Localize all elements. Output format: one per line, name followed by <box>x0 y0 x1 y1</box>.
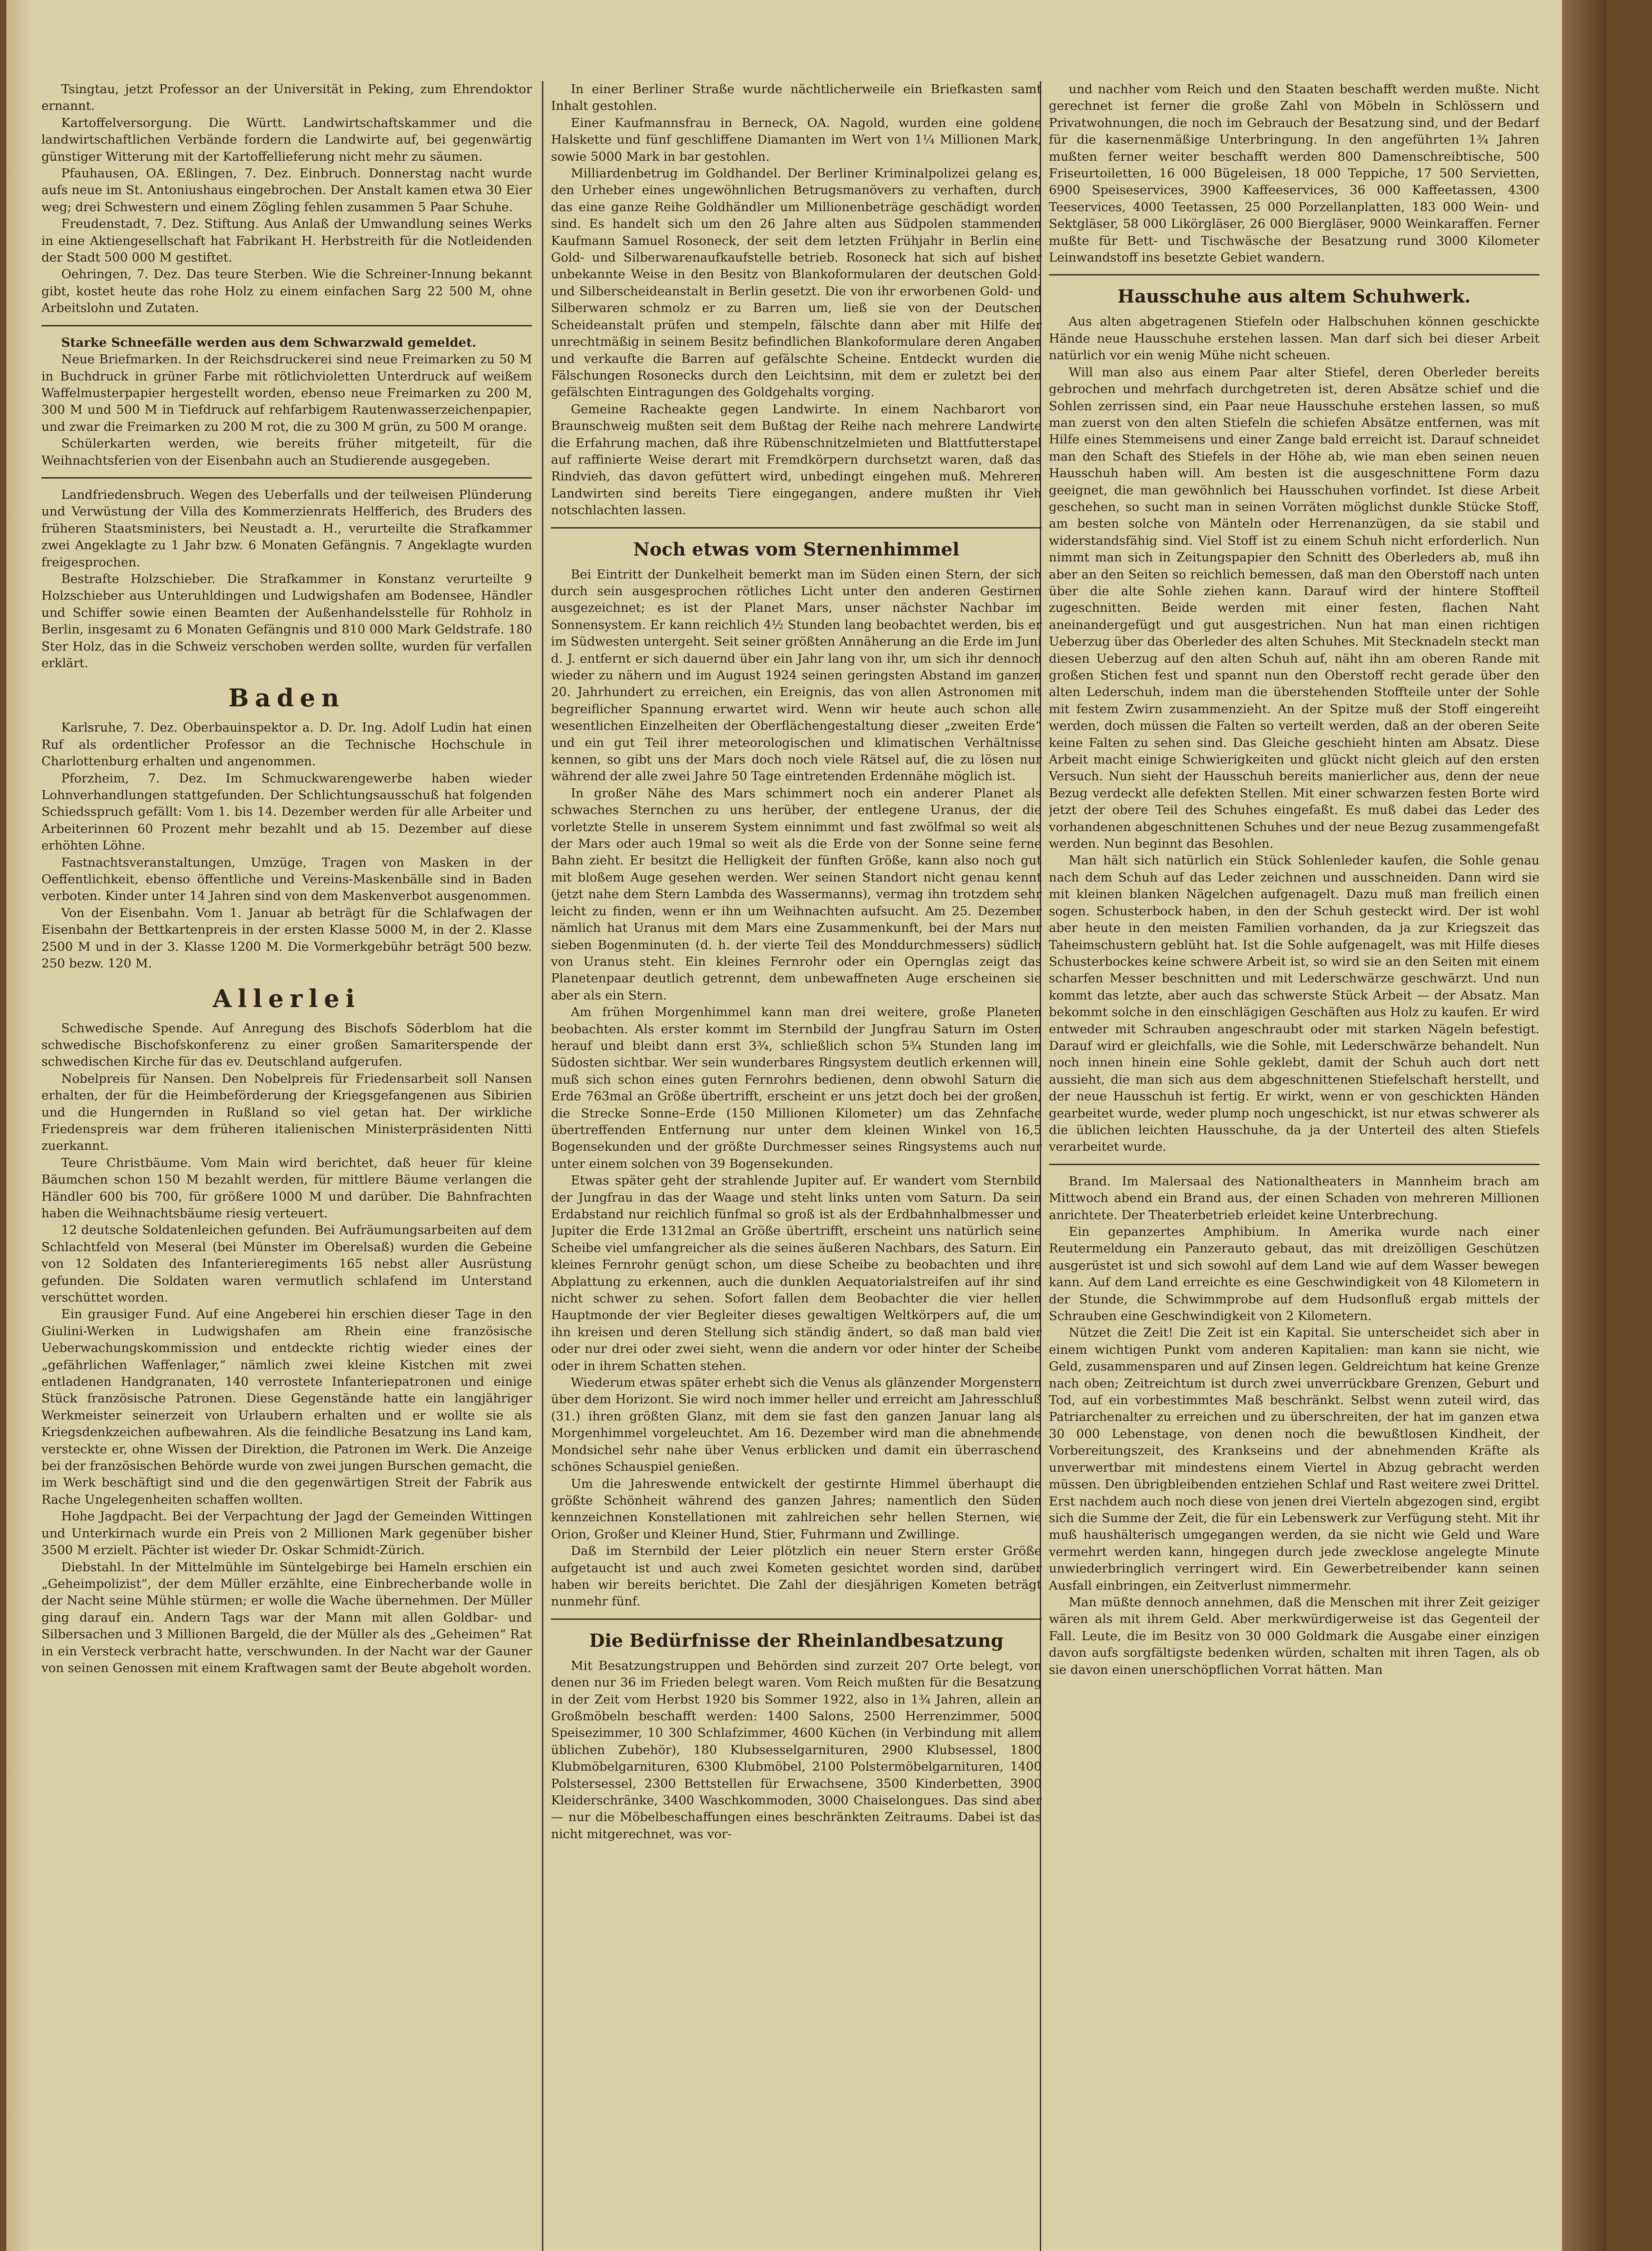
article-paragraph: 12 deutsche Soldatenleichen gefunden. Bei Aufräumungsarbeiten auf dem Schlachtfeld von Meseral (bei Münster im Oberelsaß) wurden die Gebeine von 12 Soldaten des Infanterieregiments 165 nebst aller Ausrüstung gefunden. Die Soldaten waren vermutlich schlafend im Unterstand verschüttet worden. <box>41 1223 532 1305</box>
article-paragraph: Will man also aus einem Paar alter Stiefel, deren Oberleder bereits gebrochen und mehrfach durchgetreten ist, deren Absätze schief und die Sohlen zerrissen sind, ein Paar neue Hausschuhe erstehen lassen, so muß man zuerst von den alten Stiefeln die schiefen Absätze entfernen, was mit Hilfe eines Stemmeisens und einer Zange bald erreicht ist. Darauf schneidet man den Schaft des Stiefels in der Höhe ab, wie man eben seinen neuen Hausschuh haben will. Am besten ist die ausgeschnittene Form dazu geeignet, die man gewöhnlich bei Hausschuhen vorfindet. Ist diese Arbeit geschehen, so sucht man in seinen Vorräten möglichst dunkle Stücke Stoff, am besten solche von Mänteln oder Herrenanzügen, da sie stabil und widerstandsfähig sind. Viel Stoff ist zu einem Schuh nicht erforderlich. Nun nimmt man sich in Zeitungspapier den Schnitt des Oberleders ab, muß ihn aber an den Seiten so reichlich bemessen, daß man den Oberstoff nach unten über die alte Sohle ziehen kann. Darauf wird der hintere Stoffteil zugeschnitten. Beide werden mit einer festen, flachen Naht aneinandergefügt und gut ausgestrichen. Nun hat man einen richtigen Ueberzug über das Oberleder des alten Schuhes. Mit Stecknadeln steckt man diesen Ueberzug auf den alten Schuh auf, näht ihn am oberen Rande mit großen Stichen fest und spannt nun den Oberstoff recht gerade über den alten Lederschuh, indem man die überstehenden Stoffteile unter der Sohle mit festem Zwirn zusammenzieht. An der Spitze muß der Stoff eingereiht werden, doch müssen die Falten so verteilt werden, daß an der oberen Seite keine Falten zu sehen sind. Das Gleiche geschieht hinten am Absatz. Diese Arbeit macht einige Schwierigkeiten und glückt nicht gleich auf den ersten Versuch. Nun sieht der Hausschuh bereits manierlicher aus, denn der neue Bezug verdeckt alle defekten Stellen. Mit einer schwarzen festen Borte wird jetzt der obere Teil des Schuhes eingefaßt. Es muß dabei das Leder des vorhandenen abgeschnittenen Schuhes und der neue Bezug zusammengefaßt werden. Nun beginnt das Besohlen. <box>1049 365 1539 851</box>
article-paragraph: In großer Nähe des Mars schimmert noch ein anderer Planet als schwaches Sternchen zu uns herüber, der entlegene Uranus, der die vorletzte Stelle in unserem System einnimmt und fast zwölfmal so weit als der Mars oder auch 19mal so weit als die Erde von der Sonne seine ferne Bahn zieht. Er besitzt die Helligkeit der fünften Größe, kann also noch gut mit bloßem Auge gesehen werden. Wer seinen Standort nicht genau kennt (jetzt nahe dem Stern Lambda des Wassermanns), vermag ihn trotzdem sehr leicht zu finden, wenn er ihn um Weihnachten aufsucht. Am 25. Dezember nämlich hat Uranus mit dem Mars eine Zusammenkunft, bei der Mars nur sieben Bogenminuten (d. h. der vierte Teil des Monddurchmessers) südlich von Uranus steht. Ein kleines Fernrohr oder ein Opernglas zeigt das Planetenpaar deutlich getrennt, dem unbewaffneten Auge erscheinen sie aber als ein Stern. <box>551 786 1042 1003</box>
article-paragraph: Pforzheim, 7. Dez. Im Schmuckwarengewerbe haben wieder Lohnverhandlungen stattgefunden. Der Schlichtungsausschuß hat folgenden Schiedsspruch gefällt: Vom 1. bis 14. Dezember werden für alle Arbeiter und Arbeiterinnen 60 Prozent mehr bezahlt und ab 15. Dezember auf diese erhöhten Löhne. <box>41 771 532 853</box>
article-paragraph: Diebstahl. In der Mittelmühle im Süntelgebirge bei Hameln erschien ein „Geheimpolizist“, der dem Müller erzählte, eine Einbrecherbande wolle in der Nacht seine Mühle stürmen; er wolle die Wache übernehmen. Der Müller ging darauf ein. Andern Tags war der Mann mit allen Goldbar- und Silbersachen und 3 Millionen Bargeld, die der Müller als des „Geheimen“ Rat in ein Versteck verbracht hatte, verschwunden. In der Nacht war der Gauner von seinen Genossen mit einem Kraftwagen samt der Beute abgeholt worden. <box>41 1559 532 1675</box>
column-2 <box>551 81 1042 2251</box>
article-paragraph: Nobelpreis für Nansen. Den Nobelpreis für Friedensarbeit soll Nansen erhalten, der für die Heimbeförderung der Kriegsgefangenen aus Sibirien und die Hungernden in Rußland so viel getan hat. Der wirkliche Friedenspreis war dem früheren italienischen Ministerpräsidenten Nitti zuerkannt. <box>41 1071 532 1153</box>
article-paragraph: Bei Eintritt der Dunkelheit bemerkt man im Süden einen Stern, der sich durch sein ausgesprochen rötliches Licht unter den anderen Gestirnen ausgezeichnet; es ist der Planet Mars, unser nächster Nachbar im Sonnensystem. Er kann reichlich 4½ Stunden lang beobachtet werden, bis er im Südwesten untergeht. Seit seiner größten Annäherung an die Erde im Juni d. J. entfernt er sich dauernd über ein Jahr lang von ihr, um sich ihr dennoch wieder zu nähern und im August 1924 seinen geringsten Abstand im ganzen 20. Jahrhundert zu erreichen, ein Ereignis, das von allen Astronomen mit begreiflicher Spannung erwartet wird. Wenn wir heute auch schon alle wesentlichen Einzelheiten der Oberflächengestaltung dieser „zweiten Erde“ und ein gut Teil ihrer meteorologischen und klimatischen Verhältnisse kennen, so gibt uns der Mars doch noch viele Rätsel auf, die zu lösen nur während der alle zwei Jahre 50 Tage eintretenden Erdennähe möglich ist. <box>551 567 1042 784</box>
section-heading-allerlei: Allerlei <box>212 984 361 1013</box>
article-paragraph: Freudenstadt, 7. Dez. Stiftung. Aus Anlaß der Umwandlung seines Werks in eine Aktiengesellschaft hat Fabrikant H. Herbstreith für die Notleidenden der Stadt 500 000 M gestiftet. <box>41 217 532 265</box>
article-paragraph: Aus alten abgetragenen Stiefeln oder Halbschuhen können geschickte Hände neue Hausschuhe erstehen lassen. Man darf sich bei dieser Arbeit natürlich vor ein wenig Mühe nicht scheuen. <box>1049 314 1539 363</box>
article-paragraph: Tsingtau, jetzt Professor an der Universität in Peking, zum Ehrendoktor ernannt. <box>41 82 532 113</box>
divider <box>41 477 532 479</box>
section-heading-baden: Baden <box>228 683 345 713</box>
article-paragraph: Neue Briefmarken. In der Reichsdruckerei sind neue Freimarken zu 50 M in Buchdruck in grüner Farbe mit rötlichvioletten Unterdruck auf weißem Waffelmusterpapier hergestellt worden, ebenso neue Freimarken zu 200 M, 300 M und 500 M in Tiefdruck auf rehfarbigem Rautenwasserzeichenpapier, und zwar die Freimarken zu 200 M rot, die zu 300 M grün, zu 500 M orange. <box>41 352 532 434</box>
article-paragraph: In einer Berliner Straße wurde nächtlicherweile ein Briefkasten samt Inhalt gestohlen. <box>551 82 1042 113</box>
article-paragraph: Teure Christbäume. Vom Main wird berichtet, daß heuer für kleine Bäumchen schon 150 M bezahlt werden, für mittlere Bäume verlangen die Händler 600 bis 700, für größere 1000 M und darüber. Die Bahnfrachten haben die Weihnachtsbäume riesig verteuert. <box>41 1155 532 1220</box>
divider <box>41 325 532 326</box>
article-paragraph: Nützet die Zeit! Die Zeit ist ein Kapital. Sie unterscheidet sich aber in einem wichtigen Punkt vom anderen Kapitalien: man kann sie nicht, wie Geld, zusammensparen und auf Zinsen legen. Geldreichtum hat keine Grenze nach oben; Zeitreichtum ist durch zwei unverrückbare Grenzen, Geburt und Tod, auf ein vorbestimmtes Maß beschränkt. Selbst wenn zuteil wird, das Patriarchenalter zu erreichen und zu überschreiten, der hat im ganzen etwa 30 000 Lebenstage, von denen noch die bewußtlosen Kindheit, der Vorbereitungszeit, des Krankseins und der abnehmenden Kräfte als unverwertbar mit mindestens einem Viertel in Abzug gebracht werden müssen. Den übrigbleibenden entziehen Schlaf und Rast weitere zwei Drittel. Erst nachdem auch noch diese von jenen drei Vierteln abgezogen sind, ergibt sich die Summe der Zeit, die für ein Lebenswerk zur Verfügung steht. Mit ihr muß haushälterisch umgegangen werden, da sie nicht wie Geld und Ware vermehrt werden kann, hingegen durch jede zwecklose angelegte Minute unwiederbringlich verringert wird. Ein Gewerbetreibender kann seinen Ausfall einbringen, ein Zeitverlust nimmermehr. <box>1049 1325 1539 1593</box>
column-1 <box>41 81 532 2251</box>
article-paragraph: Fastnachtsveranstaltungen, Umzüge, Tragen von Masken in der Oeffentlichkeit, ebenso öffentliche und Vereins-Maskenbälle sind in Baden verboten. Kinder unter 14 Jahren sind von dem Maskenverbot ausgenommen. <box>41 855 532 904</box>
article-paragraph: Ein gepanzertes Amphibium. In Amerika wurde nach einer Reutermeldung ein Panzerauto gebaut, das mit dreizölligen Geschützen ausgerüstet ist und sich sowohl auf dem Land wie auf dem Wasser bewegen kann. Auf dem Land erreichte es eine Geschwindigkeit von 48 Kilometern in der Stunde, die Schwimmprobe auf dem Hudsonfluß ergab mittels der Schrauben eine Geschwindigkeit von 2 Kilometern. <box>1049 1225 1539 1324</box>
article-paragraph: Mit Besatzungstruppen und Behörden sind zurzeit 207 Orte belegt, von denen nur 36 im Frieden belegt waren. Vom Reich mußten für die Besatzung in der Zeit vom Herbst 1920 bis Sommer 1922, also in 1¾ Jahren, allein an Großmöbeln beschafft werden: 1400 Salons, 2500 Herrenzimmer, 5000 Speisezimmer, 10 300 Schlafzimmer, 4600 Küchen (in Verbindung mit allem üblichen Zubehör), 180 Klubsesselgarnituren, 2900 Klubsessel, 1800 Klubmöbelgarnituren, 6300 Klubmöbel, 2100 Polstermöbelgarnituren, 1400 Polstersessel, 2300 Bettstellen für Erwachsene, 3500 Kinderbetten, 3900 Kleiderschränke, 3400 Waschkommoden, 3000 Chaiselongues. Das sind aber — nur die Möbelbeschaffungen eines beschränkten Zeitraums. Dabei ist das nicht mitgerechnet, was vor- <box>551 1658 1042 1841</box>
article-paragraph: Wiederum etwas später erhebt sich die Venus als glänzender Morgenstern über dem Horizont. Sie wird noch immer heller und erreicht am Jahresschluß (31.) ihren größten Glanz, mit dem sie fast den ganzen Januar lang als Morgenhimmel vorgeleuchtet. Am 16. Dezember wird man die abnehmende Mondsichel sehr nahe über Venus erblicken und damit ein überraschend schönes Schauspiel genießen. <box>551 1375 1042 1474</box>
article-paragraph: Hohe Jagdpacht. Bei der Verpachtung der Jagd der Gemeinden Wittingen und Unterkirnach wurde ein Preis von 2 Millionen Mark gegenüber bisher 3500 M erzielt. Pächter ist wieder Dr. Oskar Schmidt-Zürich. <box>41 1509 532 1558</box>
article-paragraph: Milliardenbetrug im Goldhandel. Der Berliner Kriminalpolizei gelang es, den Urheber eines ungewöhnlichen Betrugsmanövers zu verhaften, durch das eine ganze Reihe Goldhändler um Millionenbeträge geschädigt worden sind. Es handelt sich um den 26 Jahre alten aus Südpolen stammenden Kaufmann Samuel Rosoneck, der seit dem letzten Frühjahr in Berlin eine Gold- und Silberwarenaufkaufstelle betrieb. Rosoneck hat sich auf bisher unbekannte Weise in den Besitz von Blankoformularen der deutschen Gold- und Silberscheideanstalt in Berlin gesetzt. Die von ihr erworbenen Gold- und Silberwaren schmolz er zu Barren um, ließ sie von der Deutschen Scheideanstalt prüfen und stempeln, fälschte dann aber mit Hilfe der unrechtmäßig in seinem Besitz befindlichen Blankoformulare deren Angaben und verkaufte die Barren auf gefälschte Scheine. Entdeckt wurden die Fälschungen Rosonecks durch den Leichtsinn, mit dem er zuletzt bei den gefälschten Eintragungen des Goldgehalts vorging. <box>551 166 1042 400</box>
article-paragraph: Um die Jahreswende entwickelt der gestirnte Himmel überhaupt die größte Schönheit während des ganzen Jahres; namentlich den Süden kennzeichnen Konstellationen mit zahlreichen sehr hellen Sternen, wie Orion, Großer und Kleiner Hund, Stier, Fuhrmann und Zwillinge. <box>551 1476 1042 1541</box>
headline-hausschuhe: Hausschuhe aus altem Schuhwerk. <box>1117 286 1471 307</box>
article-paragraph: Gemeine Racheakte gegen Landwirte. In einem Nachbarort von Braunschweig mußten seit dem Bußtag der Reihe nach mehrere Landwirte die Erfahrung machen, daß ihre Rübenschnitzelmieten und Blattfutterstapel auf raffinierte Weise derart mit Fremdkörpern durchsetzt waren, daß das Rindvieh, das davon gefüttert wird, unbedingt eingehen muß. Mehreren Landwirten sind bereits Tiere eingegangen, andere mußten ihr Vieh notschlachten lassen. <box>551 402 1042 518</box>
article-paragraph: Starke Schneefälle werden aus dem Schwarzwald gemeldet. <box>61 335 477 350</box>
article-paragraph: Brand. Im Malersaal des Nationaltheaters in Mannheim brach am Mittwoch abend ein Brand aus, der einen Schaden von mehreren Millionen anrichtete. Der Theaterbetrieb erleidet keine Unterbrechung. <box>1049 1174 1539 1222</box>
article-paragraph: Pfauhausen, OA. Eßlingen, 7. Dez. Einbruch. Donnerstag nacht wurde aufs neue im St. Antoniushaus eingebrochen. Der Anstalt kamen etwa 30 Eier weg; drei Schwestern und einem Zögling fehlen zusammen 5 Paar Schuhe. <box>41 166 532 214</box>
article-paragraph: Etwas später geht der strahlende Jupiter auf. Er wandert vom Sternbild der Jungfrau in das der Waage und steht links unten vom Saturn. Da sein Erdabstand nur reichlich fünfmal so groß ist als der Erdbahnhalbmesser und Jupiter die Erde 1312mal an Größe übertrifft, erscheint uns natürlich seine Scheibe viel umfangreicher als die seines äußeren Nachbars, des Saturn. Ein kleines Fernrohr genügt schon, um diese Scheibe zu beobachten und ihre Abplattung zu erkennen, auch die dunklen Aequatorialstreifen auf ihr sind nicht schwer zu sehen. Sofort fallen dem Beobachter die vier hellen Hauptmonde der vier Begleiter dieses gewaltigen Weltkörpers auf, die um ihn kreisen und deren Stellung sich ständig ändert, so daß man bald vier oder nur drei oder zwei sieht, wenn die andern vor oder hinter der Scheibe oder in ihrem Schatten stehen. <box>551 1173 1042 1373</box>
article-paragraph: Einer Kaufmannsfrau in Berneck, OA. Nagold, wurden eine goldene Halskette und fünf geschliffene Diamanten im Wert von 1¼ Millionen Mark, sowie 5000 Mark in bar gestohlen. <box>551 115 1042 164</box>
article-paragraph: Man hält sich natürlich ein Stück Sohlenleder kaufen, die Sohle genau nach dem Schuh auf das Leder zeichnen und ausschneiden. Dann wird sie mit kleinen blanken Nägelchen aufgenagelt. Dazu muß man freilich einen sogen. Schusterbock haben, in den der Schuh gesteckt wird. Der ist wohl aber heute in den meisten Familien vorhanden, da ja zur Kriegszeit das Taheimschustern geblüht hat. Ist die Sohle aufgenagelt, was mit Hilfe dieses Schusterbockes keine schwere Arbeit ist, so wird sie an den Seiten mit einem scharfen Messer beschnitten und mit Lederschwärze geschwärzt. Und nun kommt das letzte, aber auch das schwerste Stück Arbeit — der Absatz. Man bekommt solche in den einschlägigen Geschäften aus Holz zu kaufen. Er wird entweder mit Schrauben angeschraubt oder mit starken Nägeln befestigt. Darauf wird er gleichfalls, wie die Sohle, mit Lederschwärze behandelt. Nun noch innen hinein eine Sohle geklebt, damit der Schuh auch dort nett aussieht, die man sich aus dem abgeschnittenen Stiefelschaft herstellt, und der neue Hausschuh ist fertig. Er wirkt, wenn er von geschickten Händen gearbeitet wurde, weder plump noch ungeschickt, ist nur etwas schwerer als die üblichen leichten Hausschuhe, da ja der Unterteil des alten Stiefels verarbeitet wurde. <box>1049 853 1539 1154</box>
divider <box>1049 274 1539 276</box>
article-paragraph: Daß im Sternbild der Leier plötzlich ein neuer Stern erster Größe aufgetaucht ist und auch zwei Kometen gesichtet worden sind, darüber haben wir bereits berichtet. Die Zahl der diesjährigen Kometen beträgt nunmehr fünf. <box>551 1544 1042 1609</box>
headline-rheinlandbesatzung: Die Bedürfnisse der Rheinlandbesatzung <box>589 1630 1004 1651</box>
article-paragraph: Von der Eisenbahn. Vom 1. Januar ab beträgt für die Schlafwagen der Eisenbahn der Bettkartenpreis in der ersten Klasse 5000 M, in der 2. Klasse 2500 M und in der 3. Klasse 1200 M. Die Vormerkgebühr beträgt 500 bezw. 250 bezw. 120 M. <box>41 905 532 971</box>
article-paragraph: Schwedische Spende. Auf Anregung des Bischofs Söderblom hat die schwedische Bischofskonferenz zu einer großen Samariterspende der schwedischen Kirche für das ev. Deutschland aufgerufen. <box>41 1021 532 1069</box>
article-paragraph: Schülerkarten werden, wie bereits früher mitgeteilt, für die Weihnachtsferien von der Eisenbahn auch an Studierende ausgegeben. <box>41 436 532 468</box>
headline-sternenhimmel: Noch etwas vom Sternenhimmel <box>633 538 960 560</box>
divider <box>551 1618 1042 1620</box>
divider <box>551 527 1042 529</box>
column-rule <box>542 81 543 2251</box>
article-paragraph: Man müßte dennoch annehmen, daß die Menschen mit ihrer Zeit geiziger wären als mit ihrem Geld. Aber merkwürdigerweise ist das Gegenteil der Fall. Leute, die im Besitz von 30 000 Goldmark die Ausgabe einer einzigen davon aufs sorgfältigste bedenken würden, schalten mit ihren Tagen, als ob sie davon einen unerschöpflichen Vorrat hätten. Man <box>1049 1595 1539 1677</box>
article-paragraph: und nachher vom Reich und den Staaten beschafft werden mußte. Nicht gerechnet ist ferner die große Zahl von Möbeln in Schlössern und Privatwohnungen, die noch im Gebrauch der Besatzung sind, und der Bedarf für die kasernenmäßige Unterbringung. In den angeführten 1¾ Jahren mußten ferner weiter beschafft werden 800 Damenschreibtische, 500 Friseurtoiletten, 16 000 Bügeleisen, 18 000 Teppiche, 17 500 Servietten, 6900 Speiseservices, 3900 Kaffeeservices, 36 000 Kaffeetassen, 4300 Teeservices, 4000 Teetassen, 25 000 Porzellanplatten, 183 000 Wein- und Sektgläser, 58 000 Likörgläser, 26 000 Biergläser, 9000 Weinkaraffen. Ferner mußte für Bett- und Tischwäsche der Besatzung rund 3000 Kilometer Leinwandstoff ins besetzte Gebiet wandern. <box>1049 82 1539 265</box>
article-paragraph: Karlsruhe, 7. Dez. Oberbauinspektor a. D. Dr. Ing. Adolf Ludin hat einen Ruf als ordentlicher Professor an die Technische Hochschule in Charlottenburg erhalten und angenommen. <box>41 720 532 769</box>
column-3 <box>1049 81 1539 2251</box>
page-binding <box>1562 0 1607 2251</box>
article-paragraph: Landfriedensbruch. Wegen des Ueberfalls und der teilweisen Plünderung und Verwüstung der Villa des Kommerzienrats Helfferich, des Bruders des früheren Staatsministers, bei Neustadt a. H., verurteilte die Strafkammer zwei Angeklagte zu 1 Jahr bzw. 6 Monaten Gefängnis. 7 Angeklagte wurden freigesprochen. <box>41 487 532 570</box>
newspaper-page <box>6 0 1607 2251</box>
article-paragraph: Ein grausiger Fund. Auf eine Angeberei hin erschien dieser Tage in den Giulini-Werken in Ludwigshafen am Rhein eine französische Ueberwachungskommission und entdeckte richtig wieder eines der „gefährlichen Waffenlager,“ nämlich zwei kleine Kistchen mit zwei entladenen Handgranaten, 140 verrostete Infanteriepatronen und einige Stück französische Patronen. Diese Gegenstände hatte ein langjähriger Werkmeister seinerzeit von Urlaubern erhalten und er wollte sie als Kriegsdenkzeichen aufbewahren. Als die feindliche Besatzung ins Land kam, versteckte er, ohne Wissen der Direktion, die Patronen im Werk. Die Anzeige bei der französischen Behörde wurde von zwei jungen Burschen gemacht, die im Werk beschäftigt sind und die den gegenwärtigen Streit der Fabrik aus Rache Ungelegenheiten schaffen wollten. <box>41 1307 532 1507</box>
divider <box>1049 1164 1539 1165</box>
article-paragraph: Bestrafte Holzschieber. Die Strafkammer in Konstanz verurteilte 9 Holzschieber aus Unteruhldingen und Ludwigshafen am Bodensee, Händler und Schiffer sowie einen Beamten der Außenhandelsstelle für Rohholz in Berlin, insgesamt zu 6 Monaten Gefängnis und 810 000 Mark Geldstrafe. 180 Ster Holz, das in die Schweiz verschoben werden sollte, wurden für verfallen erklärt. <box>41 571 532 670</box>
article-paragraph: Kartoffelversorgung. Die Württ. Landwirtschaftskammer und die landwirtschaftlichen Verbände fordern die Landwirte auf, bei gegenwärtig günstiger Witterung mit der Kartoffellieferung nicht mehr zu säumen. <box>41 115 532 164</box>
article-paragraph: Oehringen, 7. Dez. Das teure Sterben. Wie die Schreiner-Innung bekannt gibt, kostet heute das rohe Holz zu einem einfachen Sarg 22 500 M, ohne Arbeitslohn und Zutaten. <box>41 267 532 316</box>
article-paragraph: Am frühen Morgenhimmel kann man drei weitere, große Planeten beobachten. Als erster kommt im Sternbild der Jungfrau Saturn im Osten herauf und bleibt dann erst 3¾, schließlich schon 5¾ Stunden lang im Südosten sichtbar. Wer sein wunderbares Ringsystem deutlich erkennen will, muß sich schon eines guten Fernrohrs bedienen, denn obwohl Saturn die Erde 763mal an Größe übertrifft, erscheint er uns jetzt doch bei der großen, die Strecke Sonne–Erde (150 Millionen Kilometer) um das Zehnfache übertreffenden Entfernung nur unter dem kleinen Winkel von 16,5 Bogensekunden und der größte Durchmesser seines Ringsystems auch nur unter einem solchen von 39 Bogensekunden. <box>551 1005 1042 1171</box>
